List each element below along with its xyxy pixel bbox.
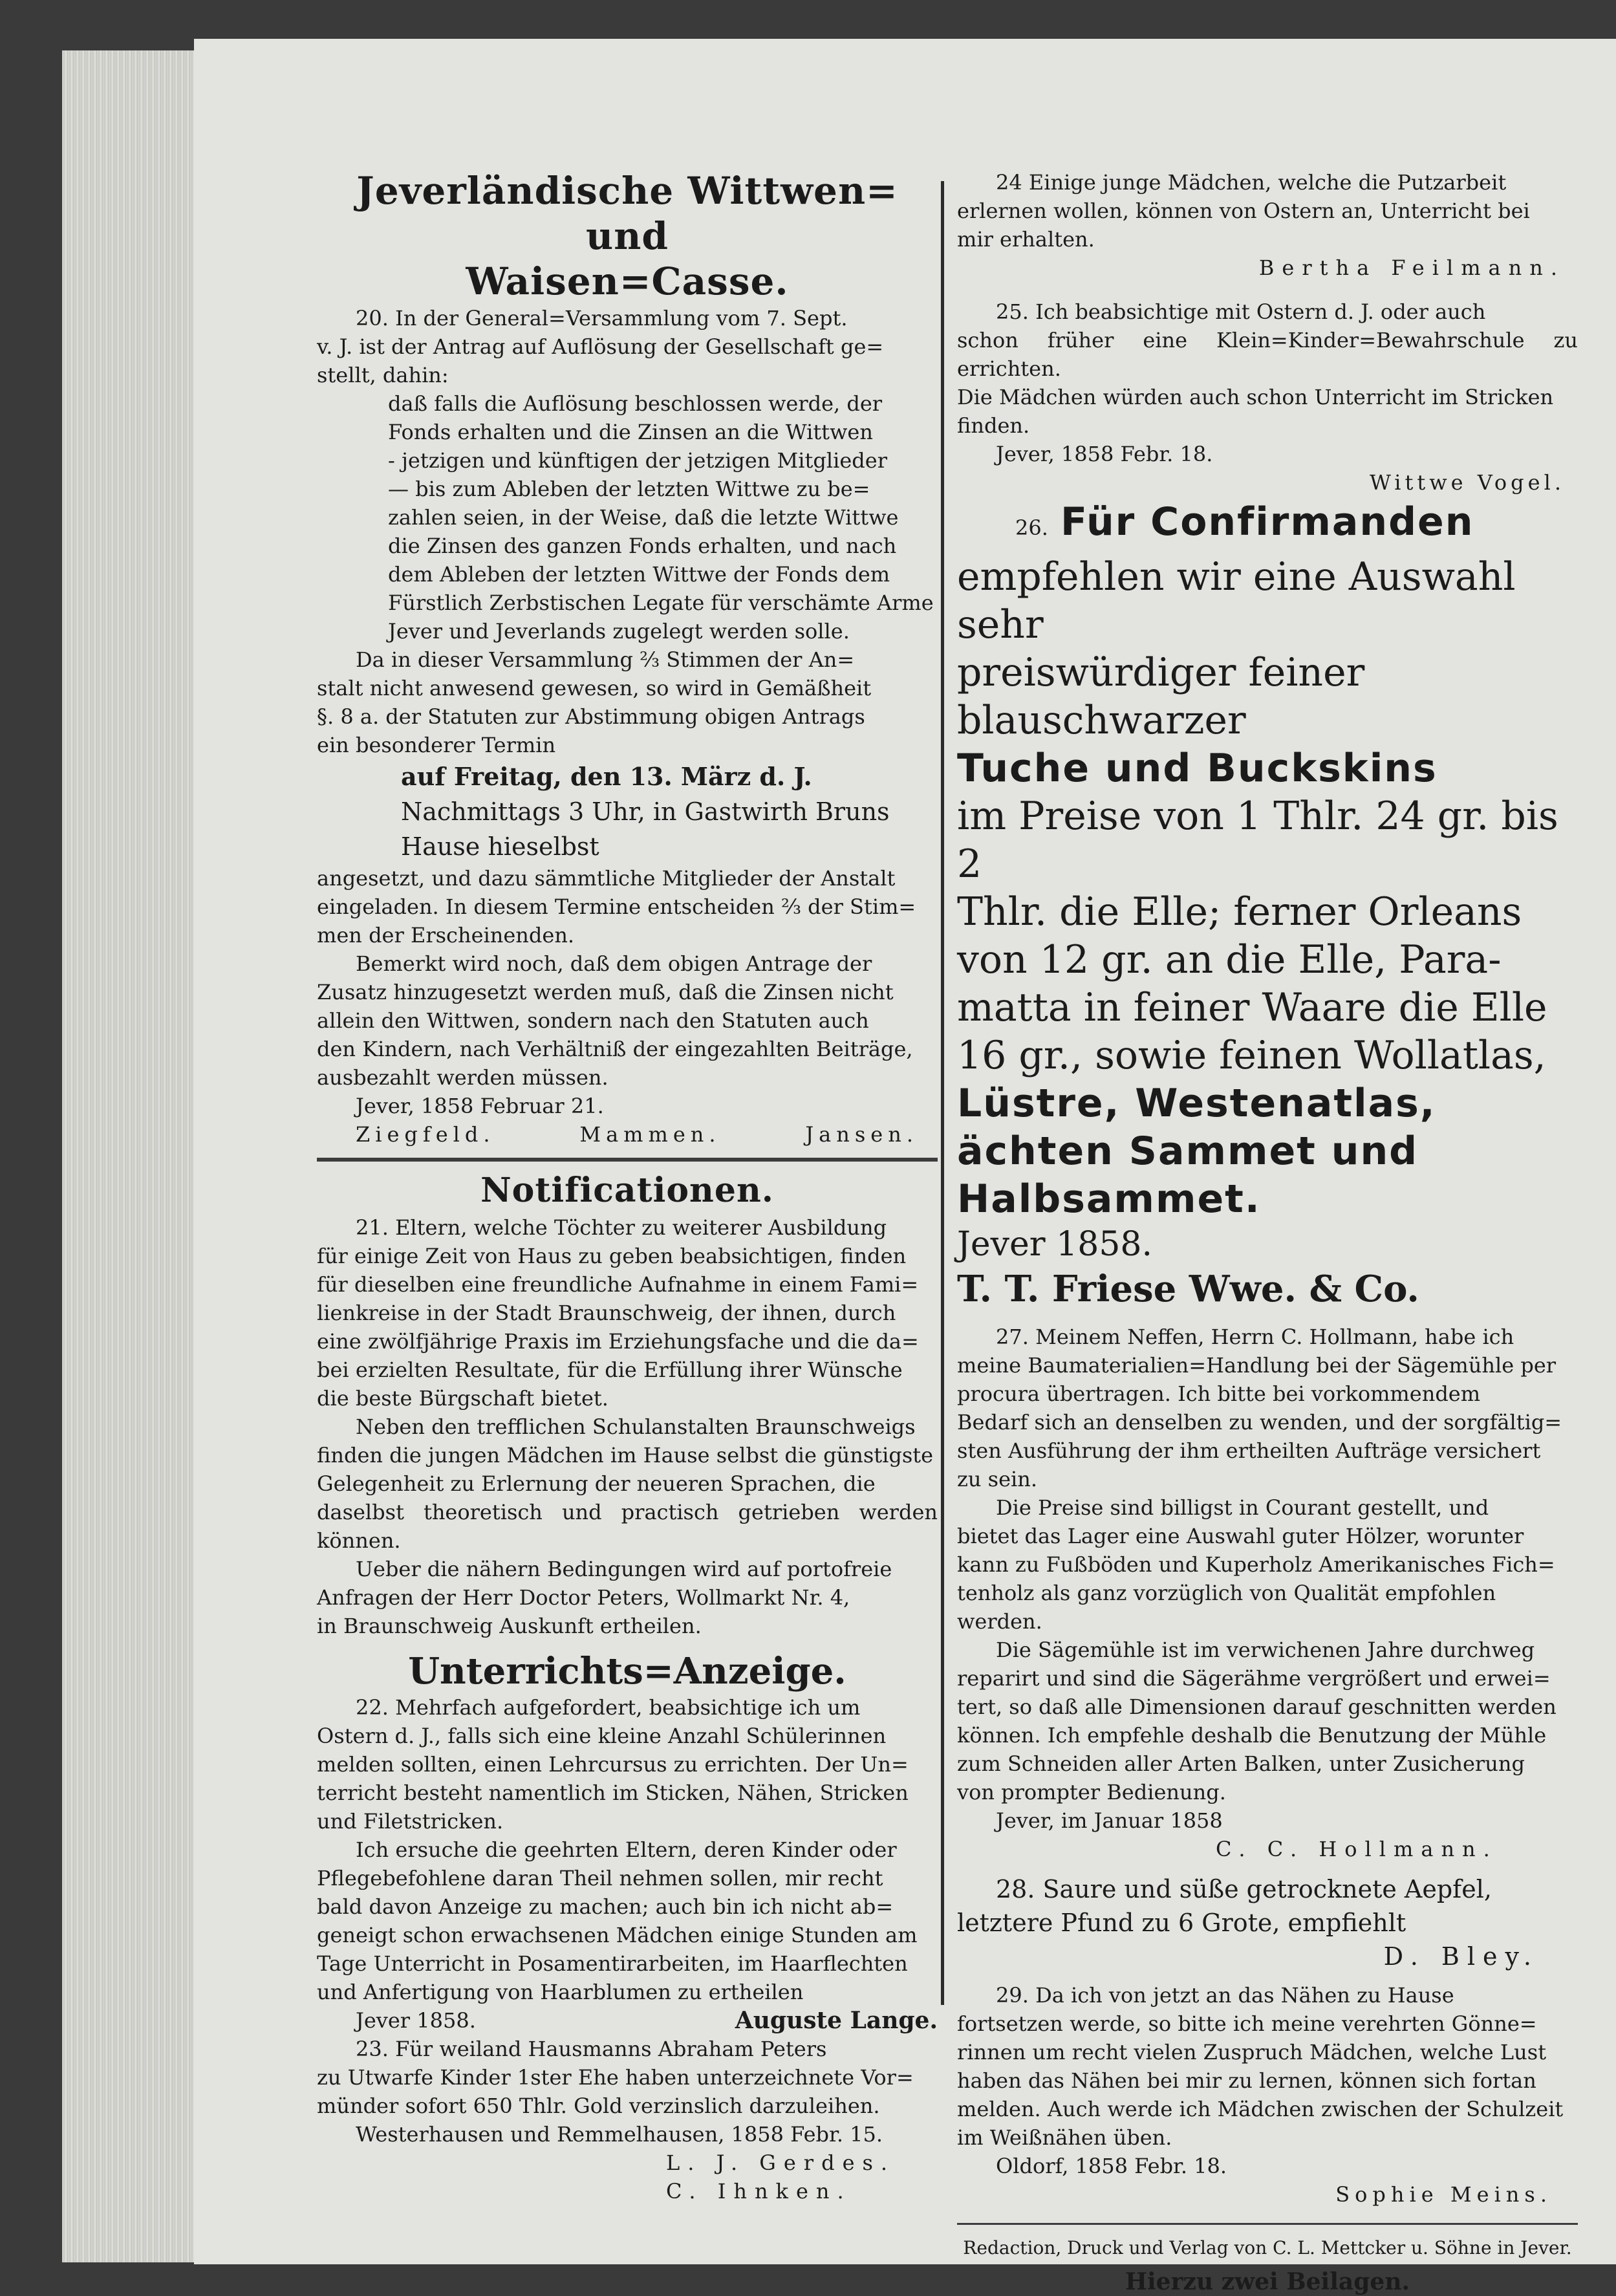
ad-line: ächten Sammet und: [957, 1129, 1419, 1174]
text-line: 20. In der General=Versammlung vom 7. Sept.: [356, 306, 848, 330]
text-line: 23. Für weiland Hausmanns Abraham Peters: [356, 2037, 827, 2061]
text-line: schon früher eine Klein=Kinder=Bewahrschule zu errichten.: [957, 328, 1578, 381]
text-line: men der Erscheinenden.: [317, 923, 575, 948]
text-line: zum Schneiden aller Arten Balken, unter Zusicherung: [957, 1751, 1525, 1776]
text-line: für einige Zeit von Haus zu geben beabsichtigen, finden: [317, 1244, 907, 1268]
text-line: §. 8 a. der Statuten zur Abstimmung obigen Antrags: [317, 704, 865, 729]
text-line: 21. Eltern, welche Töchter zu weiterer Ausbildung: [356, 1215, 887, 1240]
notice-28: [957, 1872, 1578, 1973]
notice-23: [317, 2035, 938, 2205]
text-line: Die Mädchen würden auch schon Unterricht im Stricken: [957, 385, 1554, 409]
text-line: in Braunschweig Auskunft ertheilen.: [317, 1614, 702, 1638]
text-line: Fürstlich Zerbstischen Legate für verschämte Arme: [388, 590, 934, 615]
notice-26-date: Jever 1858.: [957, 1225, 1153, 1264]
text-line: bald davon Anzeige zu machen; auch bin ich nicht ab=: [317, 1894, 894, 1919]
text-line: für dieselben eine freundliche Aufnahme in einem Fami=: [317, 1272, 919, 1297]
text-line: die beste Bürgschaft bietet.: [317, 1386, 609, 1411]
ad-line: von 12 gr. an die Elle, Para-: [957, 937, 1502, 982]
unterrichts-anzeige-title: Unterrichts=Anzeige.: [408, 1650, 846, 1693]
text-line: 24 Einige junge Mädchen, welche die Putzarbeit: [996, 170, 1507, 195]
wittwen-cassen-title-2: Waisen=Casse.: [466, 259, 789, 303]
notice-21: [317, 1213, 938, 1640]
text-line: Bedarf sich an denselben zu wenden, und der sorgfältig=: [957, 1410, 1562, 1435]
text-line: im Weißnähen üben.: [957, 2125, 1172, 2150]
notificationen-title: Notificationen.: [480, 1171, 774, 1210]
text-line: münder sofort 650 Thlr. Gold verzinslich darzuleihen.: [317, 2094, 880, 2118]
ad-line: Lüstre, Westenatlas,: [957, 1081, 1436, 1126]
notice-25-signer: Wittwe Vogel.: [1369, 470, 1565, 495]
wittwen-cassen-title-1: Jeverländische Wittwen= und: [356, 169, 898, 258]
text-line: — bis zum Ableben der letzten Wittwe zu be=: [388, 477, 870, 501]
ad-line: 16 gr., sowie feinen Wollatlas,: [957, 1033, 1546, 1078]
text-line: angesetzt, und dazu sämmtliche Mitglieder der Anstalt: [317, 866, 896, 891]
text-line: Ostern d. J., falls sich eine kleine Anzahl Schülerinnen: [317, 1724, 887, 1748]
text-line: auf Freitag, den 13. März d. J.: [401, 762, 812, 791]
imprint-line: Redaction, Druck und Verlag von C. L. Mettcker u. Söhne in Jever.: [963, 2237, 1572, 2258]
notice-22-date: Jever 1858.: [356, 2008, 476, 2033]
text-line: melden sollten, einen Lehrcursus zu errichten. Der Un=: [317, 1752, 909, 1777]
text-line: Bemerkt wird noch, daß dem obigen Antrage der: [356, 951, 872, 976]
text-line: Jever und Jeverlands zugelegt werden solle.: [388, 619, 850, 644]
notice-26-advertisement: [957, 497, 1578, 1312]
text-line: die Zinsen des ganzen Fonds erhalten, und nach: [388, 534, 897, 558]
text-line: werden.: [957, 1609, 1042, 1634]
text-line: geneigt schon erwachsenen Mädchen einige Stunden am: [317, 1923, 918, 1947]
notice-22: [317, 1693, 938, 2006]
notice-20-quote: [317, 389, 938, 645]
text-line: 22. Mehrfach aufgefordert, beabsichtige ich um: [356, 1695, 861, 1720]
text-line: eine zwölfjährige Praxis im Erziehungsfache und die da=: [317, 1329, 919, 1354]
signer: Jansen.: [805, 1122, 918, 1147]
notice-27-date: Jever, im Januar 1858: [996, 1808, 1223, 1833]
text-line: meine Baumaterialien=Handlung bei der Sägemühle per: [957, 1353, 1557, 1378]
text-line: eingeladen. In diesem Termine entscheiden ⅔ der Stim=: [317, 894, 916, 919]
ad-line: Halbsammet.: [957, 1176, 1261, 1222]
ad-line: im Preise von 1 Thlr. 24 gr. bis 2: [957, 794, 1558, 887]
notice-20-term: [317, 759, 938, 864]
left-column: [317, 168, 938, 2205]
notice-23-signer: L. J. Gerdes.: [666, 2150, 896, 2175]
text-line: ausbezahlt werden müssen.: [317, 1065, 609, 1090]
text-line: Die Preise sind billigst in Courant gestellt, und: [996, 1495, 1489, 1520]
ad-line: Tuche und Buckskins: [957, 746, 1438, 791]
text-line: und Filetstricken.: [317, 1809, 504, 1834]
text-line: zu sein.: [957, 1467, 1038, 1491]
text-line: letztere Pfund zu 6 Grote, empfiehlt: [957, 1909, 1406, 1937]
text-line: ein besonderer Termin: [317, 733, 556, 757]
text-line: Ich ersuche die geehrten Eltern, deren Kinder oder: [356, 1837, 897, 1862]
text-line: - jetzigen und künftigen der jetzigen Mitglieder: [388, 448, 887, 473]
text-line: Nachmittags 3 Uhr, in Gastwirth Bruns: [401, 797, 890, 826]
text-line: Westerhausen und Remmelhausen, 1858 Febr. 15.: [356, 2122, 883, 2147]
ad-line: matta in feiner Waare die Elle: [957, 985, 1547, 1030]
notice-26-number: 26.: [1015, 515, 1048, 540]
text-line: Da in dieser Versammlung ⅔ Stimmen der An=: [356, 647, 855, 672]
text-line: zahlen seien, in der Weise, daß die letzte Wittwe: [388, 505, 899, 530]
text-line: Ueber die nähern Bedingungen wird auf portofreie: [356, 1557, 892, 1581]
text-line: erlernen wollen, können von Ostern an, Unterricht bei: [957, 199, 1530, 223]
text-line: mir erhalten.: [957, 227, 1095, 252]
text-line: daß falls die Auflösung beschlossen werde, der: [388, 391, 883, 416]
notice-20-intro: [317, 304, 938, 389]
text-line: fortsetzen werde, so bitte ich meine verehrten Gönne=: [957, 2011, 1537, 2036]
text-line: finden.: [957, 413, 1030, 438]
text-line: den Kindern, nach Verhältniß der eingezahlten Beiträge,: [317, 1037, 913, 1061]
text-line: stalt nicht anwesend gewesen, so wird in Gemäßheit: [317, 676, 872, 700]
notice-29-date: Oldorf, 1858 Febr. 18.: [996, 2154, 1227, 2178]
text-line: 25. Ich beabsichtige mit Ostern d. J. oder auch: [996, 299, 1486, 324]
text-line: Gelegenheit zu Erlernung der neueren Sprachen, die: [317, 1471, 876, 1496]
text-line: und Anfertigung von Haarblumen zu ertheilen: [317, 1980, 804, 2004]
text-line: kann zu Fußböden und Kuperholz Amerikanisches Fich=: [957, 1552, 1555, 1577]
notice-20-para3: [317, 864, 938, 1120]
notice-22-signer: Auguste Lange.: [735, 2007, 938, 2034]
text-line: 28. Saure und süße getrocknete Aepfel,: [996, 1875, 1492, 1903]
ad-line: Thlr. die Elle; ferner Orleans: [957, 889, 1522, 935]
text-line: melden. Auch werde ich Mädchen zwischen der Schulzeit: [957, 2097, 1564, 2121]
text-line: tenholz als ganz vorzüglich von Qualität empfohlen: [957, 1581, 1496, 1605]
text-line: reparirt und sind die Sägerähme vergrößert und erwei=: [957, 1666, 1551, 1691]
text-line: 27. Meinem Neffen, Herrn C. Hollmann, habe ich: [996, 1325, 1514, 1349]
text-line: finden die jungen Mädchen im Hause selbst die günstigste: [317, 1443, 934, 1467]
text-line: zu Utwarfe Kinder 1ster Ehe haben unterzeichnete Vor=: [317, 2065, 914, 2090]
text-line: können. Ich empfehle deshalb die Benutzung der Mühle: [957, 1723, 1547, 1748]
text-line: Pflegebefohlene daran Theil nehmen sollen, mir recht: [317, 1866, 883, 1890]
text-line: sten Ausführung der ihm ertheilten Aufträge versichert: [957, 1438, 1541, 1463]
text-line: bei erzielten Resultate, für die Erfüllung ihrer Wünsche: [317, 1358, 903, 1382]
signer: Mammen.: [579, 1122, 721, 1147]
text-line: von prompter Bedienung.: [957, 1780, 1226, 1804]
notice-20-date: Jever, 1858 Februar 21.: [356, 1094, 604, 1118]
text-line: Tage Unterricht in Posamentirarbeiten, im Haarflechten: [317, 1951, 908, 1976]
text-line: Hause hieselbst: [401, 832, 599, 861]
ad-line: preiswürdiger feiner blauschwarzer: [957, 650, 1365, 743]
text-line: Die Sägemühle ist im verwichenen Jahre durchweg: [996, 1638, 1535, 1662]
text-line: Zusatz hinzugesetzt werden muß, daß die Zinsen nicht: [317, 980, 894, 1004]
notice-28-signer: D. Bley.: [1383, 1942, 1539, 1971]
notice-27-signer: C. C. Hollmann.: [1216, 1837, 1498, 1861]
text-line: 29. Da ich von jetzt an das Nähen zu Hause: [996, 1983, 1454, 2008]
text-line: bietet das Lager eine Auswahl guter Hölzer, worunter: [957, 1524, 1524, 1548]
beilagen-note: Hierzu zwei Beilagen.: [1125, 2268, 1410, 2295]
notice-29-signer: Sophie Meins.: [1335, 2182, 1552, 2207]
signer: Ziegfeld.: [356, 1122, 495, 1147]
footer-rule: [957, 2223, 1578, 2225]
ad-line: empfehlen wir eine Auswahl sehr: [957, 554, 1516, 647]
notice-26-headline: Für Confirmanden: [1060, 499, 1474, 545]
notice-20-signers: [317, 1120, 938, 1149]
text-line: stellt, dahin:: [317, 363, 449, 387]
notice-25: [957, 298, 1578, 497]
text-line: dem Ableben der letzten Wittwe der Fonds dem: [388, 562, 890, 587]
text-line: v. J. ist der Antrag auf Auflösung der Gesellschaft ge=: [317, 334, 884, 359]
text-line: tert, so daß alle Dimensionen darauf geschnitten werden: [957, 1695, 1557, 1719]
text-line: terricht besteht namentlich im Sticken, Nähen, Stricken: [317, 1781, 909, 1805]
column-divider: [941, 181, 944, 2005]
notice-26-firm: T. T. Friese Wwe. & Co.: [957, 1268, 1419, 1310]
text-line: Neben den trefflichen Schulanstalten Braunschweigs: [356, 1414, 916, 1439]
text-line: procura übertragen. Ich bitte bei vorkommendem: [957, 1381, 1481, 1406]
text-line: haben das Nähen bei mir zu lernen, können sich fortan: [957, 2068, 1536, 2093]
right-column: [957, 168, 1578, 2296]
text-line: rinnen um recht vielen Zuspruch Mädchen, welche Lust: [957, 2040, 1547, 2064]
text-line: allein den Wittwen, sondern nach den Statuten auch: [317, 1008, 869, 1033]
section-rule: [317, 1158, 938, 1162]
notice-24-signer: Bertha Feilmann.: [1258, 255, 1565, 280]
text-line: lienkreise in der Stadt Braunschweig, der ihnen, durch: [317, 1301, 896, 1325]
notice-29: [957, 1981, 1578, 2209]
text-line: Fonds erhalten und die Zinsen an die Wittwen: [388, 420, 873, 444]
notice-24: [957, 168, 1578, 282]
notice-22-footer: [317, 2006, 938, 2035]
notice-25-date: Jever, 1858 Febr. 18.: [996, 442, 1213, 466]
text-line: daselbst theoretisch und practisch getrieben werden können.: [317, 1500, 938, 1553]
newspaper-page: [194, 39, 1616, 2295]
notice-20-para2: [317, 645, 938, 759]
notice-27: [957, 1323, 1578, 1863]
notice-23-signer: C. Ihnken.: [666, 2179, 852, 2204]
text-line: Anfragen der Herr Doctor Peters, Wollmarkt Nr. 4,: [317, 1585, 850, 1610]
